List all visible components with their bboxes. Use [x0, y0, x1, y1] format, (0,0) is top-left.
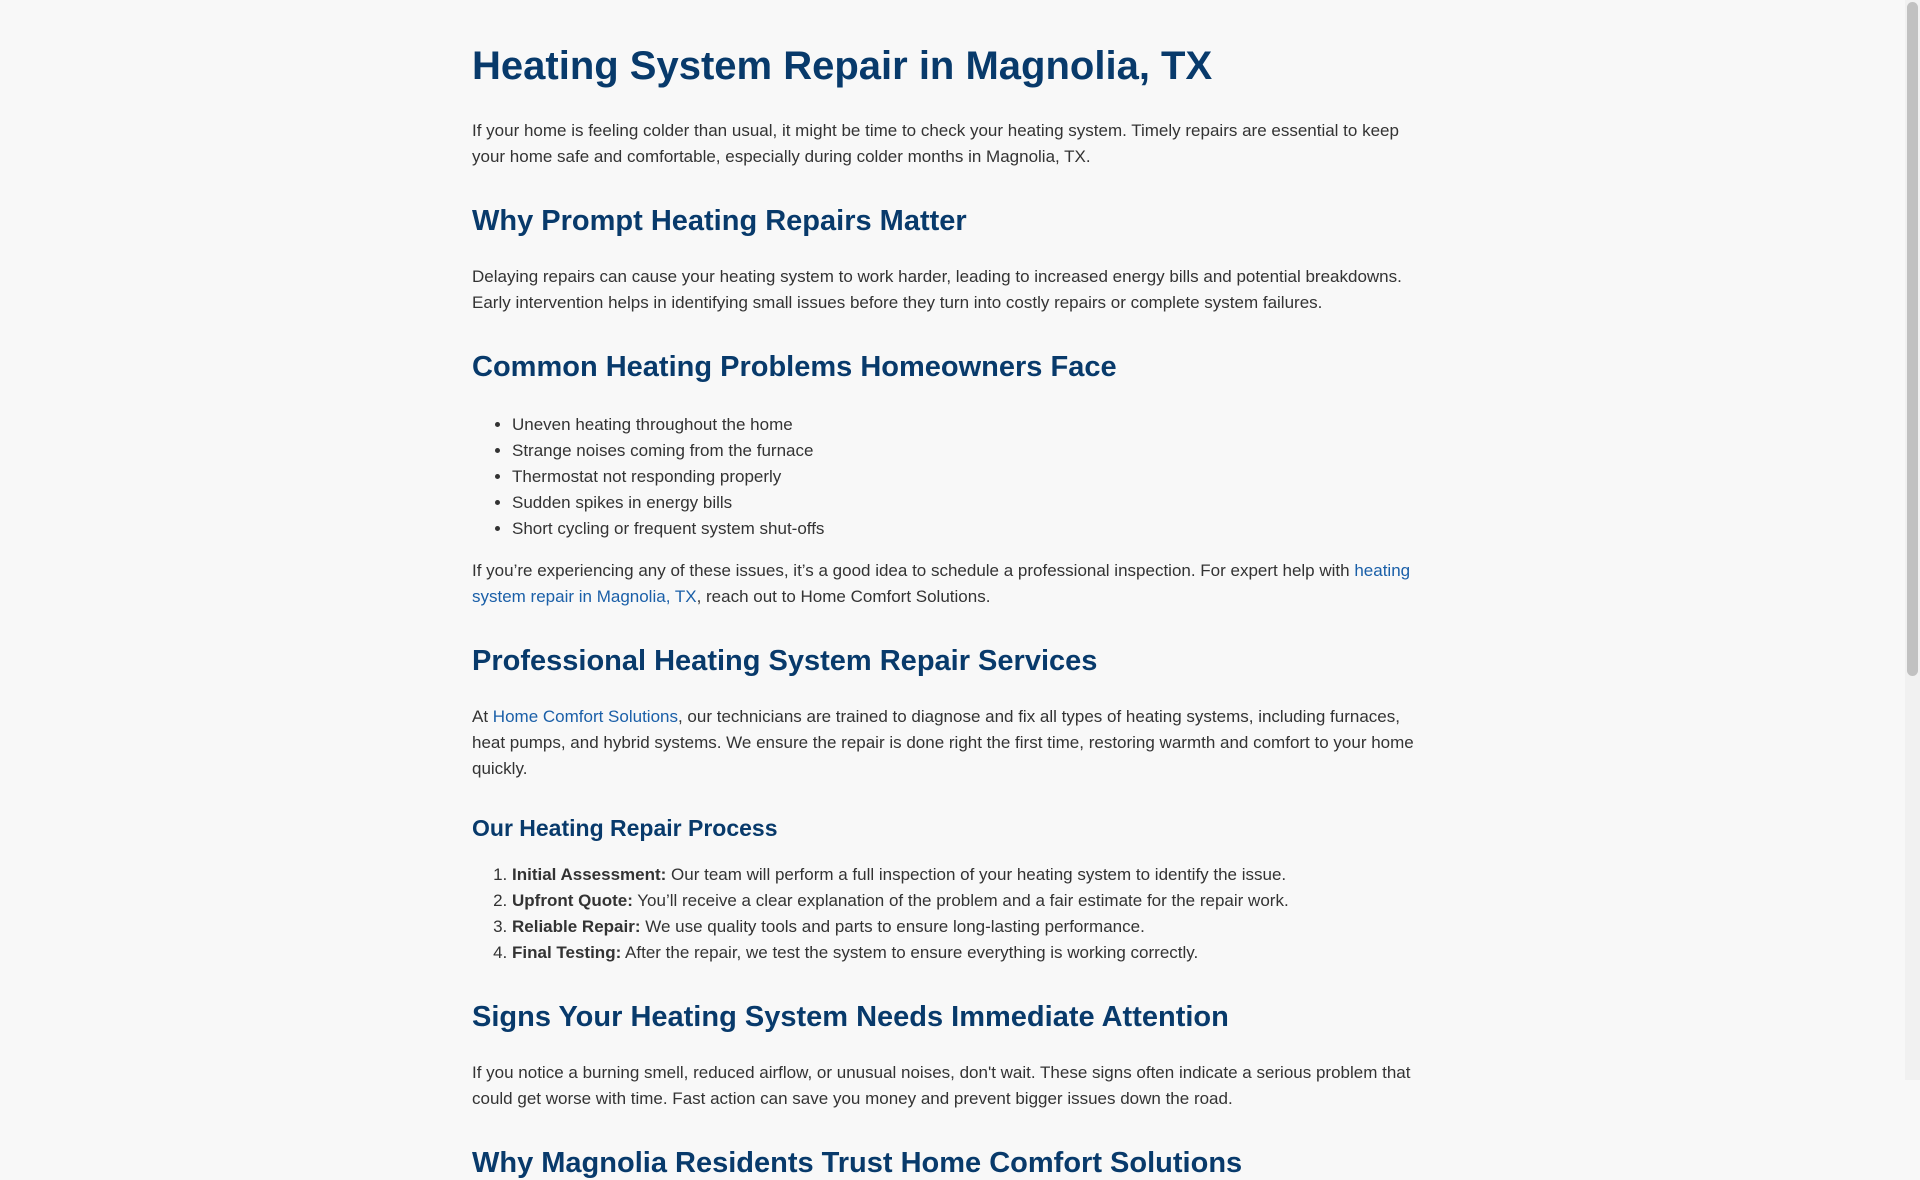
list-item: • Thermostat not responding properly: [512, 464, 1430, 490]
step-label: Initial Assessment:: [512, 865, 667, 884]
step-text: We use quality tools and parts to ensure long-lasting performance.: [640, 917, 1145, 936]
process-step: [512, 914, 1430, 940]
services-text-start: At: [472, 707, 493, 726]
step-label: Reliable Repair:: [512, 917, 641, 936]
list-item: • Sudden spikes in energy bills: [512, 490, 1430, 516]
process-step: [512, 862, 1430, 888]
signs-paragraph: If you notice a burning smell, reduced airflow, or unusual noises, don't wait. These signs often indicate a serious problem that could get worse with time. Fast action can save you money and prevent bigger issues down the road.: [472, 1063, 1411, 1108]
step-text: After the repair, we test the system to ensure everything is working correctly.: [621, 943, 1199, 962]
subheading-repair-process: Our Heating Repair Process: [472, 815, 778, 841]
step-text: You’ll receive a clear explanation of the problem and a fair estimate for the repair work.: [632, 891, 1289, 910]
step-text: Our team will perform a full inspection of your heating system to identify the issue.: [666, 865, 1287, 884]
list-item: • Uneven heating throughout the home: [512, 412, 1430, 438]
section-heading-trust: Why Magnolia Residents Trust Home Comfort Solutions: [472, 1147, 1243, 1179]
inspection-paragraph: [472, 558, 1430, 610]
inspection-text-start: If you’re experiencing any of these issues, it’s a good idea to schedule a professional inspection. For expert help with: [472, 561, 1355, 580]
process-step: [512, 888, 1430, 914]
heating-repair-magnolia-link[interactable]: heating system repair in Magnolia, TX: [472, 561, 1411, 606]
scrollbar-thumb[interactable]: [1907, 2, 1918, 676]
why-paragraph: Delaying repairs can cause your heating system to work harder, leading to increased energy bills and potential breakdowns. Early intervention helps in identifying small issues before they turn into costly repairs or complete system failures.: [472, 267, 1402, 312]
inspection-text-end: , reach out to Home Comfort Solutions.: [696, 587, 991, 606]
article: [472, 0, 1430, 1180]
section-heading-common-problems: Common Heating Problems Homeowners Face: [472, 351, 1117, 383]
process-steps-list: [472, 862, 1430, 966]
section-heading-services: Professional Heating System Repair Services: [472, 645, 1098, 677]
list-item: • Short cycling or frequent system shut-offs: [512, 516, 1430, 542]
section-heading-signs: Signs Your Heating System Needs Immediate Attention: [472, 1001, 1229, 1033]
page-title: Heating System Repair in Magnolia, TX: [472, 44, 1213, 88]
step-label: Upfront Quote:: [512, 891, 633, 910]
home-comfort-solutions-link[interactable]: Home Comfort Solutions: [492, 707, 678, 726]
process-step: [512, 940, 1430, 966]
problems-list: [472, 412, 1430, 542]
vertical-scrollbar[interactable]: [1905, 0, 1920, 1080]
intro-paragraph: If your home is feeling colder than usual, it might be time to check your heating system. Timely repairs are essential to keep your home safe and comfortable, especially during colder months in Magnolia, TX.: [472, 121, 1399, 166]
section-heading-why-prompt: Why Prompt Heating Repairs Matter: [472, 205, 967, 237]
list-item: • Strange noises coming from the furnace: [512, 438, 1430, 464]
step-label: Final Testing:: [512, 943, 622, 962]
services-text-end: , our technicians are trained to diagnose and fix all types of heating systems, including furnaces, heat pumps, and hybrid systems. We ensure the repair is done right the first time, restoring warmth and comfort to your home quickly.: [472, 707, 1414, 778]
services-paragraph: [472, 704, 1430, 782]
